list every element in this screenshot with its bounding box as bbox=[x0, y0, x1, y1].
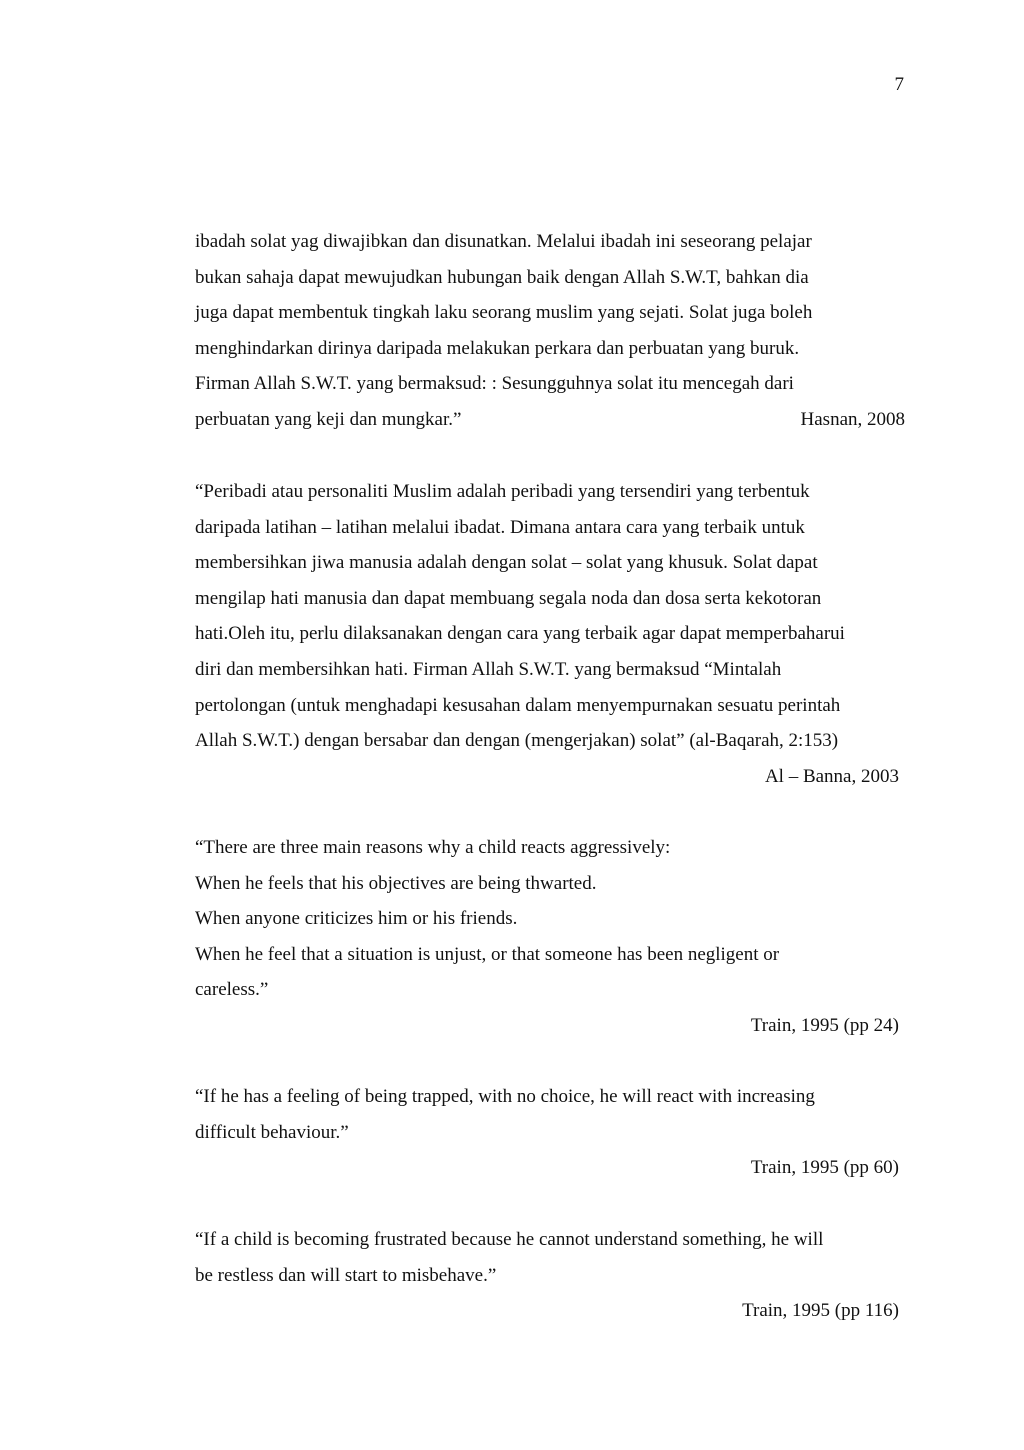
text-line: hati.Oleh itu, perlu dilaksanakan dengan cara yang terbaik agar dapat memperbaharui bbox=[195, 623, 845, 645]
text-line: be restless dan will start to misbehave.” bbox=[195, 1264, 497, 1286]
quote-train-24 bbox=[195, 830, 905, 1044]
text-line: “There are three main reasons why a child reacts aggressively: bbox=[195, 837, 671, 858]
text-line: difficult behaviour.” bbox=[195, 1121, 349, 1143]
text-line: “Peribadi atau personaliti Muslim adalah peribadi yang tersendiri yang terbentuk bbox=[195, 481, 810, 502]
quote-al-banna bbox=[195, 474, 905, 794]
text-line: diri dan membersihkan hati. Firman Allah S.W.T. yang bermaksud “Mintalah bbox=[195, 658, 782, 680]
text-line: mengilap hati manusia dan dapat membuang segala noda dan dosa serta kekotoran bbox=[195, 587, 822, 609]
text-line: pertolongan (untuk menghadapi kesusahan dalam menyempurnakan sesuatu perintah bbox=[195, 694, 841, 716]
text-line: Allah S.W.T.) dengan bersabar dan dengan (mengerjakan) solat” (al-Baqarah, 2:153) bbox=[195, 730, 839, 752]
page-number: 7 bbox=[894, 74, 904, 95]
quote-train-60 bbox=[195, 1079, 905, 1186]
text-line: ibadah solat yag diwajibkan dan disunatkan. Melalui ibadah ini seseorang pelajar bbox=[195, 231, 812, 252]
text-line: Firman Allah S.W.T. yang bermaksud: : Sesungguhnya solat itu mencegah dari bbox=[195, 373, 794, 395]
text-line: perbuatan yang keji dan mungkar.” bbox=[195, 408, 462, 430]
text-line: When anyone criticizes him or his friends. bbox=[195, 908, 518, 930]
citation: Train, 1995 (pp 24) bbox=[750, 1014, 899, 1036]
text-line: When he feels that his objectives are being thwarted. bbox=[195, 872, 597, 894]
text-line: “If he has a feeling of being trapped, with no choice, he will react with increasing bbox=[195, 1086, 815, 1107]
text-line: membersihkan jiwa manusia adalah dengan solat – solat yang khusuk. Solat dapat bbox=[195, 552, 818, 574]
text-line: bukan sahaja dapat mewujudkan hubungan baik dengan Allah S.W.T, bahkan dia bbox=[195, 266, 809, 288]
citation: Train, 1995 (pp 116) bbox=[742, 1300, 899, 1322]
citation: Hasnan, 2008 bbox=[800, 408, 905, 430]
paragraph-solat bbox=[195, 224, 905, 438]
text-line: menghindarkan dirinya daripada melakukan perkara dan perbuatan yang buruk. bbox=[195, 337, 800, 359]
text-line: careless.” bbox=[195, 979, 269, 1001]
citation: Al – Banna, 2003 bbox=[764, 765, 899, 787]
text-line: When he feel that a situation is unjust, or that someone has been negligent or bbox=[195, 943, 780, 965]
text-line: juga dapat membentuk tingkah laku seorang muslim yang sejati. Solat juga boleh bbox=[195, 302, 813, 324]
text-line: “If a child is becoming frustrated because he cannot understand something, he will bbox=[195, 1229, 824, 1250]
text-line: daripada latihan – latihan melalui ibadat. Dimana antara cara yang terbaik untuk bbox=[195, 516, 805, 538]
text-line-with-citation bbox=[195, 402, 905, 438]
quote-train-116 bbox=[195, 1222, 905, 1329]
citation: Train, 1995 (pp 60) bbox=[750, 1157, 899, 1179]
